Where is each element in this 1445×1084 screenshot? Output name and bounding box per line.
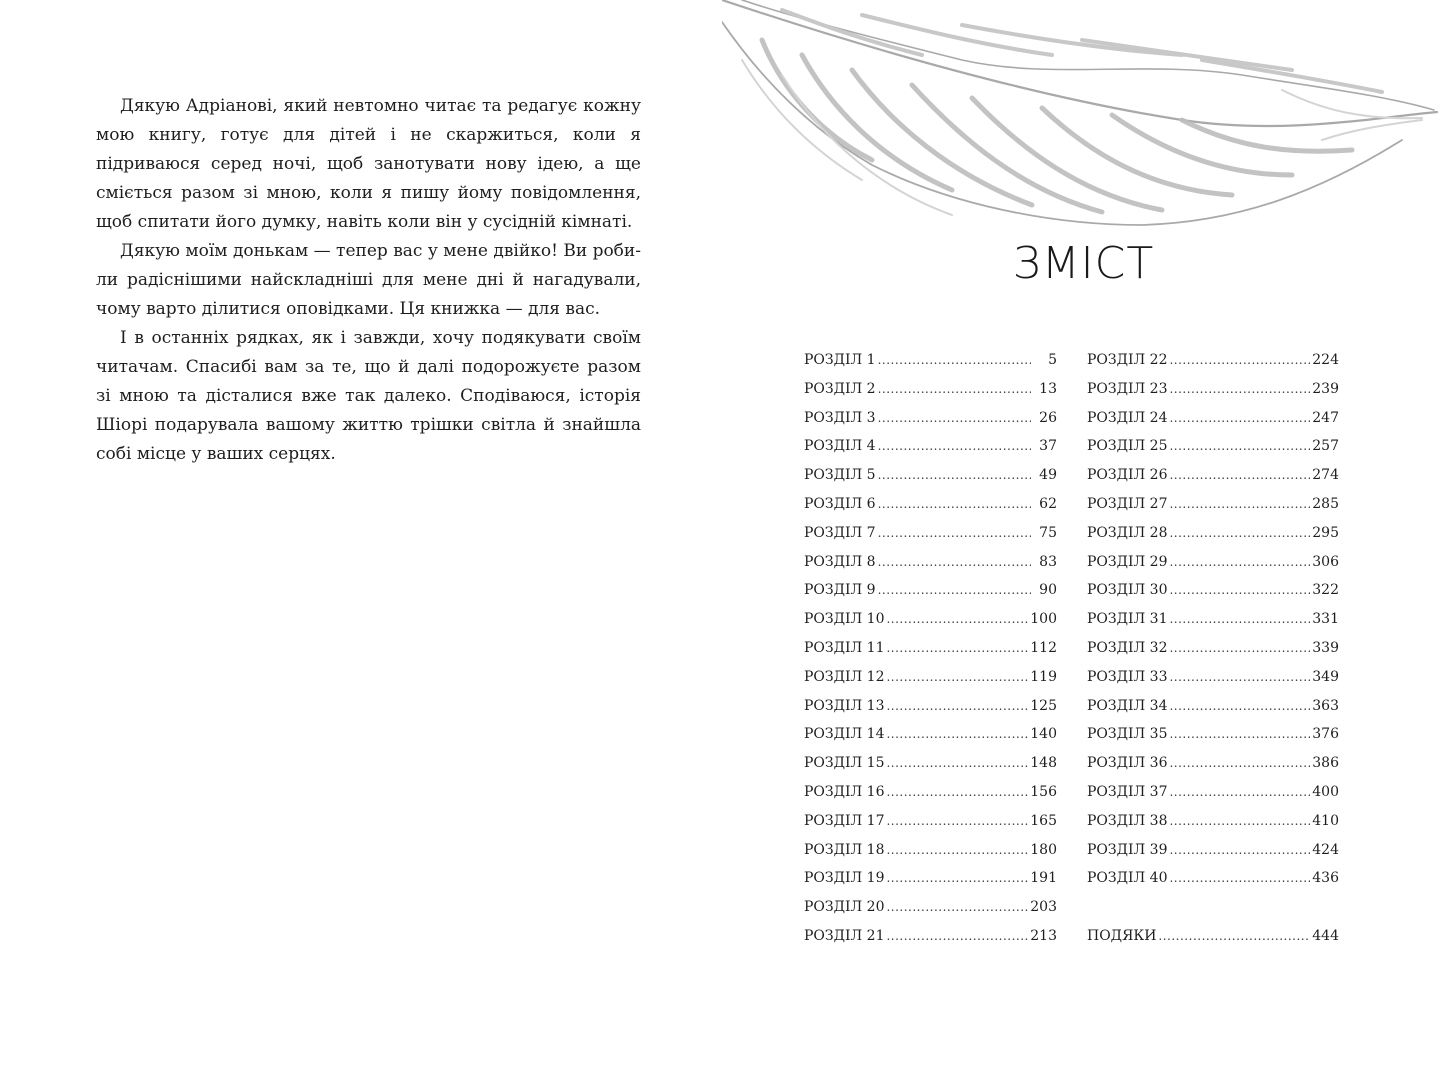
toc-leader-dots — [1169, 641, 1310, 655]
toc-leader-dots — [1169, 670, 1310, 684]
toc-entry — [1087, 870, 1339, 899]
toc-spacer — [1087, 899, 1339, 928]
toc-leader-dots — [1169, 843, 1310, 857]
toc-leader-dots — [1169, 382, 1310, 396]
toc-leader-dots — [886, 843, 1028, 857]
toc-entry-page: 180 — [1030, 841, 1057, 858]
toc-entry — [1087, 784, 1339, 813]
toc-entry-page: 191 — [1030, 870, 1057, 887]
toc-entry-label: РОЗДІЛ 22 — [1087, 352, 1168, 368]
toc-leader-dots — [886, 670, 1028, 684]
toc-leader-dots — [886, 871, 1028, 885]
toc-entry — [804, 870, 1057, 899]
toc-leader-dots — [1169, 785, 1310, 799]
toc-entry — [1087, 813, 1339, 842]
toc-entry — [1087, 381, 1339, 410]
toc-column-2 — [1087, 352, 1339, 957]
toc-entry-label: РОЗДІЛ 3 — [804, 409, 876, 426]
toc-entry — [804, 611, 1057, 640]
toc-entry-label: РОЗДІЛ 25 — [1087, 438, 1168, 455]
toc-leader-dots — [878, 382, 1031, 396]
toc-entry-page: 363 — [1312, 697, 1339, 714]
toc-entry-label: РОЗДІЛ 9 — [804, 582, 876, 599]
toc-entry-label: РОЗДІЛ 2 — [804, 380, 876, 397]
toc-entry — [1087, 842, 1339, 871]
toc-entry — [804, 813, 1057, 842]
toc-entry-label: РОЗДІЛ 34 — [1087, 697, 1168, 714]
toc-column-1 — [804, 352, 1057, 957]
toc-entry-page: 444 — [1312, 927, 1339, 944]
toc-leader-dots — [886, 612, 1028, 626]
toc-entry — [1087, 525, 1339, 554]
right-page — [722, 0, 1445, 1084]
toc-entry-page: 165 — [1030, 812, 1057, 829]
toc-leader-dots — [886, 929, 1028, 943]
toc-entry-page: 213 — [1030, 927, 1057, 944]
toc-entry — [1087, 928, 1339, 957]
toc-entry-page: 285 — [1312, 495, 1339, 512]
feather-illustration — [722, 0, 1445, 245]
toc-entry-page: 156 — [1030, 783, 1057, 800]
toc-entry-label: ПОДЯКИ — [1087, 927, 1157, 944]
toc-leader-dots — [1169, 612, 1310, 626]
toc-entry-page: 424 — [1312, 841, 1339, 858]
toc-entry — [1087, 352, 1339, 381]
toc-entry — [804, 352, 1057, 381]
toc-entry-label: РОЗДІЛ 28 — [1087, 524, 1168, 541]
toc-entry — [1087, 698, 1339, 727]
toc-leader-dots — [1169, 814, 1310, 828]
toc-leader-dots — [886, 756, 1028, 770]
toc-entry — [804, 410, 1057, 439]
toc-leader-dots — [1169, 439, 1310, 453]
toc-entry-label: РОЗДІЛ 5 — [804, 467, 876, 484]
toc-entry-label: РОЗДІЛ 40 — [1087, 870, 1168, 887]
toc-entry — [1087, 467, 1339, 496]
toc-entry-label: РОЗДІЛ 14 — [804, 726, 885, 743]
toc-leader-dots — [878, 411, 1031, 425]
toc-entry-page: 349 — [1312, 668, 1339, 685]
toc-entry-label: РОЗДІЛ 16 — [804, 783, 885, 800]
toc-leader-dots — [1158, 929, 1310, 943]
toc-entry-page: 386 — [1312, 755, 1339, 772]
toc-leader-dots — [886, 641, 1028, 655]
toc-leader-dots — [1169, 353, 1310, 367]
toc-entry-label: РОЗДІЛ 20 — [804, 899, 885, 916]
toc-leader-dots — [878, 555, 1031, 569]
toc-entry — [1087, 755, 1339, 784]
toc-entry — [804, 755, 1057, 784]
toc-entry — [1087, 726, 1339, 755]
toc-entry — [804, 698, 1057, 727]
toc-entry-label: РОЗДІЛ 6 — [804, 495, 876, 512]
toc-entry-page: 400 — [1312, 783, 1339, 800]
toc-leader-dots — [878, 497, 1031, 511]
toc-entry — [804, 928, 1057, 957]
toc-leader-dots — [1169, 468, 1310, 482]
toc-entry-label: РОЗДІЛ 24 — [1087, 409, 1168, 426]
toc-leader-dots — [878, 526, 1031, 540]
toc-entry — [1087, 669, 1339, 698]
acknowledgements-text — [96, 92, 641, 469]
toc-leader-dots — [1169, 871, 1310, 885]
toc-entry-label: РОЗДІЛ 10 — [804, 611, 885, 628]
toc-leader-dots — [878, 583, 1031, 597]
toc-entry — [804, 496, 1057, 525]
toc-entry-label: РОЗДІЛ 32 — [1087, 639, 1168, 656]
toc-entry-page: 331 — [1312, 611, 1339, 628]
paragraph: Дякую моїм донькам — тепер вас у мене двійко! Ви робили радіснішими найскладніші для мене дні й нагадували, чому варто ділитися оповідками. Ця книжка — для вас. — [96, 241, 641, 319]
toc-entry-page: 148 — [1030, 755, 1057, 772]
toc-entry-label: РОЗДІЛ 13 — [804, 697, 885, 714]
paragraph: Дякую Адріанові, який невтомно читає та редагує кожну мою книгу, готує для дітей і не скаржиться, коли я підриваюся серед ночі, щоб занотувати нову ідею, а ще сміється разом зі мною, коли я пишу йому повідомлення, щоб спитати його думку, навіть коли він у сусідній кімнаті. — [96, 96, 641, 232]
toc-entry-label: РОЗДІЛ 30 — [1087, 582, 1168, 599]
toc-leader-dots — [886, 814, 1028, 828]
toc-entry-label: РОЗДІЛ 4 — [804, 438, 876, 455]
toc-entry-page: 5 — [1048, 352, 1057, 368]
toc-leader-dots — [1169, 583, 1310, 597]
toc-leader-dots — [886, 699, 1028, 713]
toc-leader-dots — [878, 468, 1031, 482]
toc-entry-label: РОЗДІЛ 1 — [804, 352, 876, 368]
toc-entry — [804, 582, 1057, 611]
toc-entry-page: 90 — [1039, 582, 1057, 599]
toc-entry-page: 224 — [1312, 352, 1339, 368]
toc-entry-label: РОЗДІЛ 33 — [1087, 668, 1168, 685]
toc-entry-label: РОЗДІЛ 27 — [1087, 495, 1168, 512]
toc-leader-dots — [1169, 411, 1310, 425]
toc-entry-page: 376 — [1312, 726, 1339, 743]
toc-entry — [804, 784, 1057, 813]
toc-leader-dots — [878, 439, 1031, 453]
toc-leader-dots — [1169, 555, 1310, 569]
toc-entry-label: РОЗДІЛ 35 — [1087, 726, 1168, 743]
toc-entry-page: 112 — [1030, 639, 1057, 656]
toc-entry-label: РОЗДІЛ 18 — [804, 841, 885, 858]
toc-entry-page: 62 — [1039, 495, 1057, 512]
toc-entry — [1087, 582, 1339, 611]
toc-entry-page: 100 — [1030, 611, 1057, 628]
toc-entry-label: РОЗДІЛ 17 — [804, 812, 885, 829]
toc-entry-label: РОЗДІЛ 8 — [804, 553, 876, 570]
toc-entry — [804, 438, 1057, 467]
toc-entry-page: 203 — [1030, 899, 1057, 916]
toc-entry-page: 37 — [1039, 438, 1057, 455]
paragraph: І в останніх рядках, як і завжди, хочу подякувати своїм читачам. Спасибі вам за те, що й далі подорожуєте разом зі мною та дісталися вже так далеко. Сподіваюся, історія Шіорі подарувала вашому життю трішки світла й знайшла собі місце у ваших серцях. — [96, 328, 641, 464]
toc-entry-page: 13 — [1039, 380, 1057, 397]
toc-leader-dots — [878, 353, 1031, 367]
toc-entry-label: РОЗДІЛ 39 — [1087, 841, 1168, 858]
toc-entry — [804, 726, 1057, 755]
toc-entry-page: 247 — [1312, 409, 1339, 426]
toc-entry-label: РОЗДІЛ 15 — [804, 755, 885, 772]
toc-entry-page: 306 — [1312, 553, 1339, 570]
toc-entry-page: 26 — [1039, 409, 1057, 426]
toc-entry — [1087, 410, 1339, 439]
toc-entry-label: РОЗДІЛ 21 — [804, 927, 885, 944]
toc-entry — [804, 899, 1057, 928]
toc-entry-page: 239 — [1312, 380, 1339, 397]
toc-entry — [1087, 496, 1339, 525]
toc-leader-dots — [1169, 497, 1310, 511]
toc-entry-label: РОЗДІЛ 29 — [1087, 553, 1168, 570]
toc-entry — [804, 554, 1057, 583]
toc-entry-label: РОЗДІЛ 26 — [1087, 467, 1168, 484]
toc-entry — [804, 381, 1057, 410]
toc-entry-page: 83 — [1039, 553, 1057, 570]
toc-entry-label: РОЗДІЛ 37 — [1087, 783, 1168, 800]
toc-entry-label: РОЗДІЛ 38 — [1087, 812, 1168, 829]
toc-entry-page: 339 — [1312, 639, 1339, 656]
toc-entry — [1087, 611, 1339, 640]
toc-entry-page: 140 — [1030, 726, 1057, 743]
toc-entry-label: РОЗДІЛ 7 — [804, 524, 876, 541]
toc-entry-page: 410 — [1312, 812, 1339, 829]
toc-entry — [804, 669, 1057, 698]
toc-entry — [804, 467, 1057, 496]
toc-entry — [1087, 554, 1339, 583]
toc-entry-label: РОЗДІЛ 12 — [804, 668, 885, 685]
toc-entry — [804, 842, 1057, 871]
toc-leader-dots — [1169, 756, 1310, 770]
toc-entry-label: РОЗДІЛ 11 — [804, 639, 885, 656]
toc-entry-page: 119 — [1030, 668, 1057, 685]
toc-entry — [1087, 438, 1339, 467]
toc-entry-page: 274 — [1312, 467, 1339, 484]
toc-leader-dots — [1169, 727, 1310, 741]
toc-entry-page: 75 — [1039, 524, 1057, 541]
toc-entry-page: 436 — [1312, 870, 1339, 887]
toc-leader-dots — [1169, 699, 1310, 713]
toc-entry-label: РОЗДІЛ 19 — [804, 870, 885, 887]
toc-entry-page: 322 — [1312, 582, 1339, 599]
toc-entry-page: 49 — [1039, 467, 1057, 484]
toc-entry — [804, 640, 1057, 669]
toc-leader-dots — [886, 727, 1028, 741]
toc-leader-dots — [886, 785, 1028, 799]
toc-title: ЗМІСТ — [1012, 238, 1155, 289]
left-page — [0, 0, 722, 1084]
toc-entry-label: РОЗДІЛ 31 — [1087, 611, 1168, 628]
toc-entry — [804, 525, 1057, 554]
toc-entry-page: 125 — [1030, 697, 1057, 714]
toc-entry — [1087, 640, 1339, 669]
toc-entry-label: РОЗДІЛ 23 — [1087, 380, 1168, 397]
toc-entry-page: 295 — [1312, 524, 1339, 541]
toc-leader-dots — [886, 900, 1028, 914]
toc-entry-page: 257 — [1312, 438, 1339, 455]
toc-leader-dots — [1169, 526, 1310, 540]
toc-entry-label: РОЗДІЛ 36 — [1087, 755, 1168, 772]
